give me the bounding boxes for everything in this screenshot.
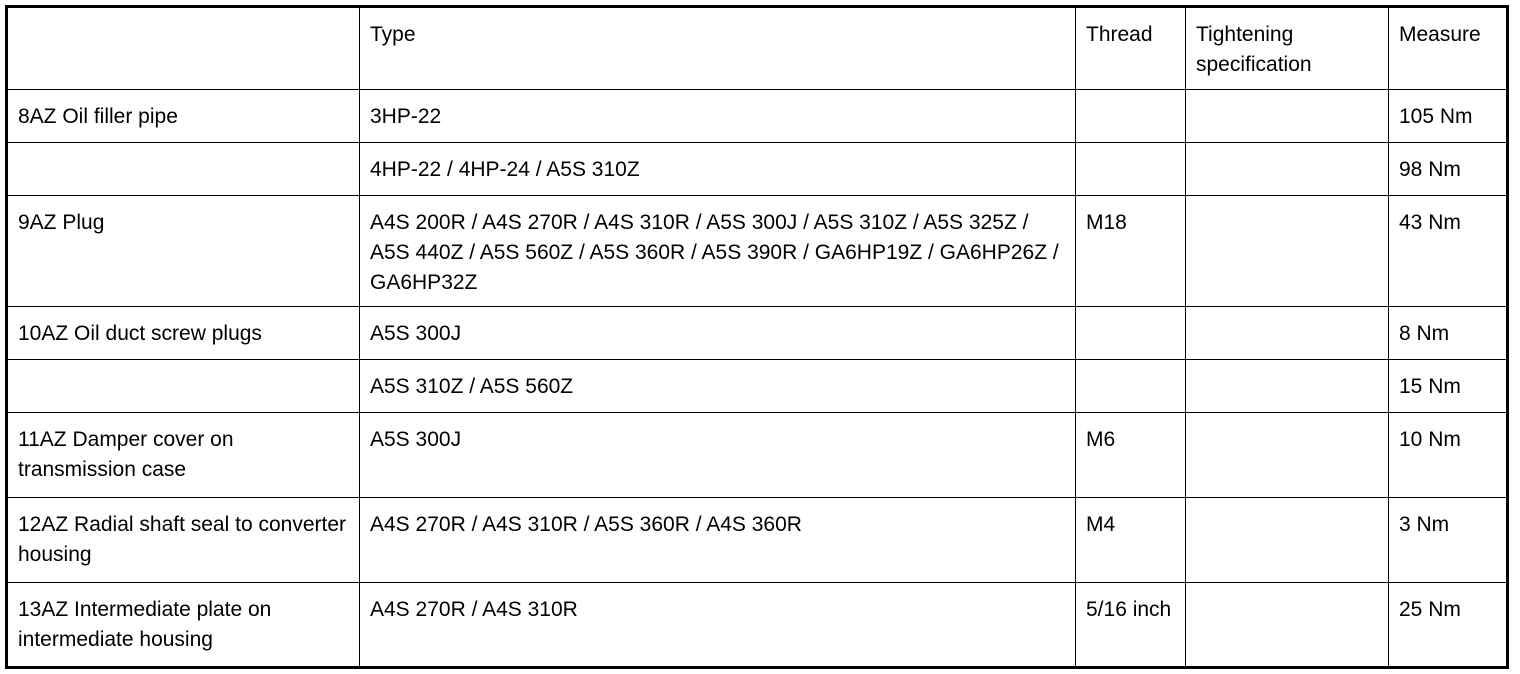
cell-tightening: [1186, 307, 1389, 360]
cell-tightening: [1186, 90, 1389, 143]
cell-type: A5S 310Z / A5S 560Z: [360, 360, 1076, 413]
cell-tightening: [1186, 498, 1389, 583]
cell-item: 11AZ Damper cover on transmission case: [7, 413, 360, 498]
cell-type: A5S 300J: [360, 307, 1076, 360]
header-tightening: Tightening specification: [1186, 7, 1389, 90]
cell-type: A4S 270R / A4S 310R: [360, 583, 1076, 668]
table-row: [7, 196, 1508, 307]
cell-thread: M4: [1076, 498, 1186, 583]
cell-thread: M6: [1076, 413, 1186, 498]
table-row: [7, 90, 1508, 143]
cell-measure: 15 Nm: [1389, 360, 1508, 413]
cell-item: 13AZ Intermediate plate on intermediate housing: [7, 583, 360, 668]
cell-item: 10AZ Oil duct screw plugs: [7, 307, 360, 360]
cell-thread: [1076, 360, 1186, 413]
cell-tightening: [1186, 413, 1389, 498]
cell-item: [7, 360, 360, 413]
cell-tightening: [1186, 360, 1389, 413]
cell-type: 3HP-22: [360, 90, 1076, 143]
cell-type: A4S 270R / A4S 310R / A5S 360R / A4S 360R: [360, 498, 1076, 583]
cell-thread: [1076, 307, 1186, 360]
cell-tightening: [1186, 196, 1389, 307]
cell-item: [7, 143, 360, 196]
cell-item: 8AZ Oil filler pipe: [7, 90, 360, 143]
torque-spec-table: [5, 5, 1509, 669]
header-measure: Measure: [1389, 7, 1508, 90]
cell-item: 9AZ Plug: [7, 196, 360, 307]
cell-measure: 8 Nm: [1389, 307, 1508, 360]
cell-thread: [1076, 143, 1186, 196]
cell-tightening: [1186, 143, 1389, 196]
cell-type: A5S 300J: [360, 413, 1076, 498]
header-item: [7, 7, 360, 90]
table-row: [7, 307, 1508, 360]
cell-thread: M18: [1076, 196, 1186, 307]
cell-measure: 43 Nm: [1389, 196, 1508, 307]
cell-measure: 3 Nm: [1389, 498, 1508, 583]
cell-measure: 98 Nm: [1389, 143, 1508, 196]
cell-type: 4HP-22 / 4HP-24 / A5S 310Z: [360, 143, 1076, 196]
table-row: [7, 143, 1508, 196]
cell-item: 12AZ Radial shaft seal to converter housing: [7, 498, 360, 583]
header-thread: Thread: [1076, 7, 1186, 90]
cell-measure: 25 Nm: [1389, 583, 1508, 668]
table-row: [7, 498, 1508, 583]
cell-measure: 105 Nm: [1389, 90, 1508, 143]
table-row: [7, 583, 1508, 668]
cell-measure: 10 Nm: [1389, 413, 1508, 498]
cell-thread: 5/16 inch: [1076, 583, 1186, 668]
cell-type: A4S 200R / A4S 270R / A4S 310R / A5S 300J / A5S 310Z / A5S 325Z / A5S 440Z / A5S 560Z / A5S 360R / A5S 390R / GA6HP19Z / GA6HP26Z / GA6HP32Z: [360, 196, 1076, 307]
cell-thread: [1076, 90, 1186, 143]
header-type: Type: [360, 7, 1076, 90]
cell-tightening: [1186, 583, 1389, 668]
table-header-row: [7, 7, 1508, 90]
table-row: [7, 360, 1508, 413]
table-row: [7, 413, 1508, 498]
